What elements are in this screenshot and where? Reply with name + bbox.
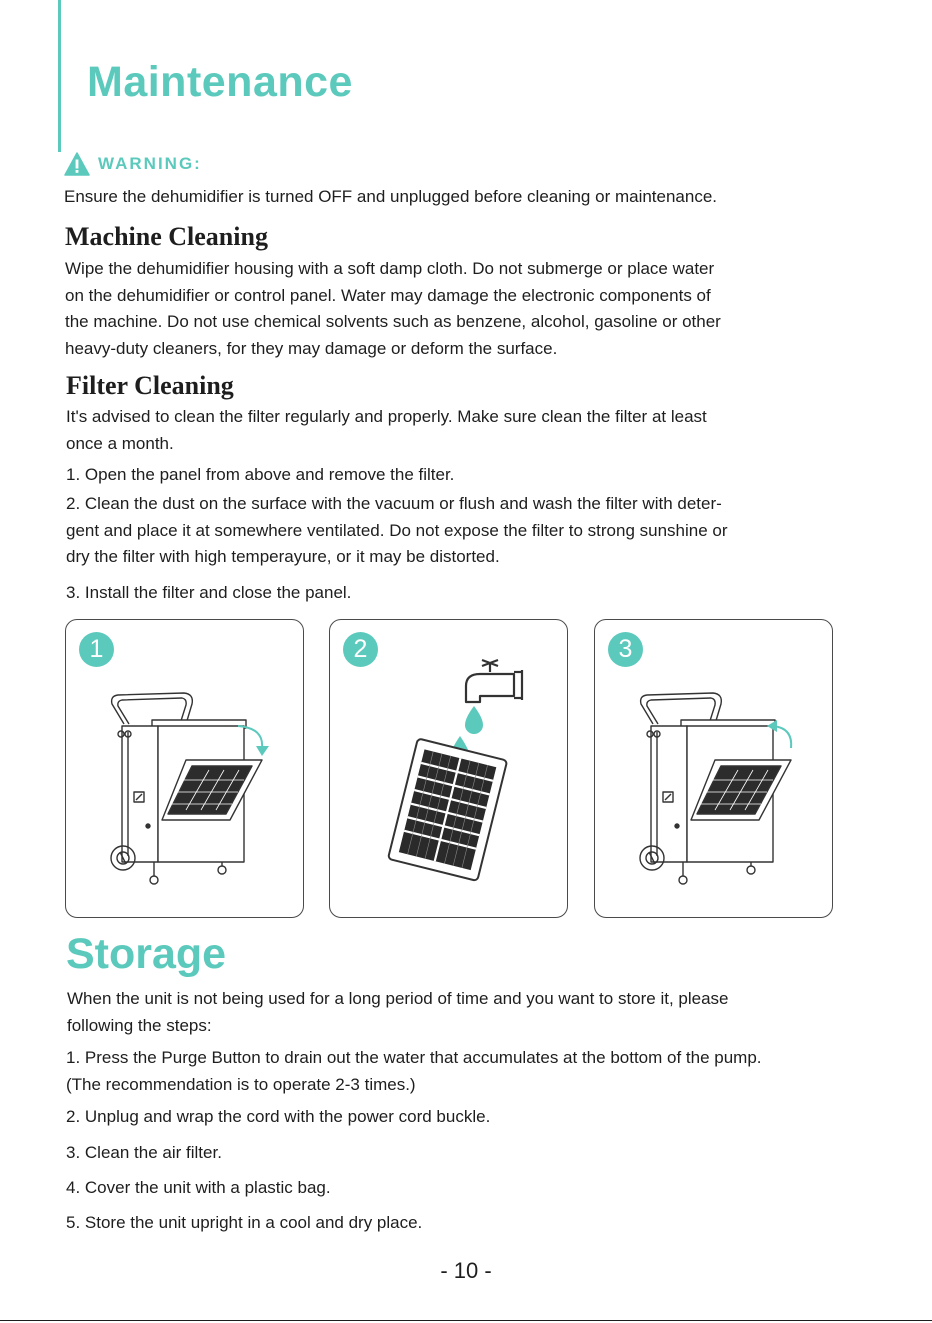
dehumidifier-open-panel-icon (66, 620, 305, 919)
page-title: Maintenance (87, 58, 353, 106)
storage-step-4: 4. Cover the unit with a plastic bag. (66, 1178, 331, 1197)
filter-cleaning-heading: Filter Cleaning (66, 371, 234, 400)
storage-step-5: 5. Store the unit upright in a cool and dry place. (66, 1213, 423, 1232)
storage-intro: When the unit is not being used for a long period of time and you want to store it, please following the steps: (67, 989, 729, 1035)
storage-step-2: 2. Unplug and wrap the cord with the power cord buckle. (66, 1107, 491, 1126)
page-number: - 10 - (440, 1258, 492, 1283)
warning-text: Ensure the dehumidifier is turned OFF and unplugged before cleaning or maintenance. (64, 187, 718, 206)
illustration-panel-2 (329, 619, 568, 918)
step-number-badge-1: 1 (79, 632, 114, 667)
machine-cleaning-heading: Machine Cleaning (65, 222, 268, 251)
illustration-panel-3 (594, 619, 833, 918)
warning-label: WARNING: (98, 154, 202, 173)
warning-header (64, 152, 202, 176)
step-number-badge-2: 2 (343, 632, 378, 667)
storage-step-3: 3. Clean the air filter. (66, 1143, 222, 1162)
step-number-badge-3: 3 (608, 632, 643, 667)
storage-step-1: 1. Press the Purge Button to drain out the water that accumulates at the bottom of the pump. (The recommendation is to operate 2-3 times.) (66, 1048, 762, 1094)
filter-step-1: 1. Open the panel from above and remove the filter. (66, 465, 455, 484)
bottom-rule (0, 1320, 932, 1321)
filter-cleaning-intro: It's advised to clean the filter regularly and properly. Make sure clean the filter at least once a month. (66, 407, 707, 453)
dehumidifier-close-panel-icon (595, 620, 834, 919)
warning-triangle-icon (64, 152, 90, 176)
filter-step-3: 3. Install the filter and close the panel. (66, 583, 352, 602)
filter-step-2: 2. Clean the dust on the surface with the vacuum or flush and wash the filter with deter- gent and place it at somewhere ventilated. Do not expose the filter to strong sunshine or dry the filter with high temperayure, or it may be distorted. (66, 494, 728, 566)
storage-title: Storage (66, 930, 227, 978)
accent-rule (58, 0, 61, 152)
machine-cleaning-text: Wipe the dehumidifier housing with a soft damp cloth. Do not submerge or place water on the dehumidifier or control panel. Water may damage the electronic components of the machine. Do not use chemical solvents such as benzene, alcohol, gasoline or other heavy-duty cleaners, for they may damage or deform the surface. (65, 259, 721, 358)
faucet-washing-filter-icon (330, 620, 569, 919)
illustration-panel-1 (65, 619, 304, 918)
